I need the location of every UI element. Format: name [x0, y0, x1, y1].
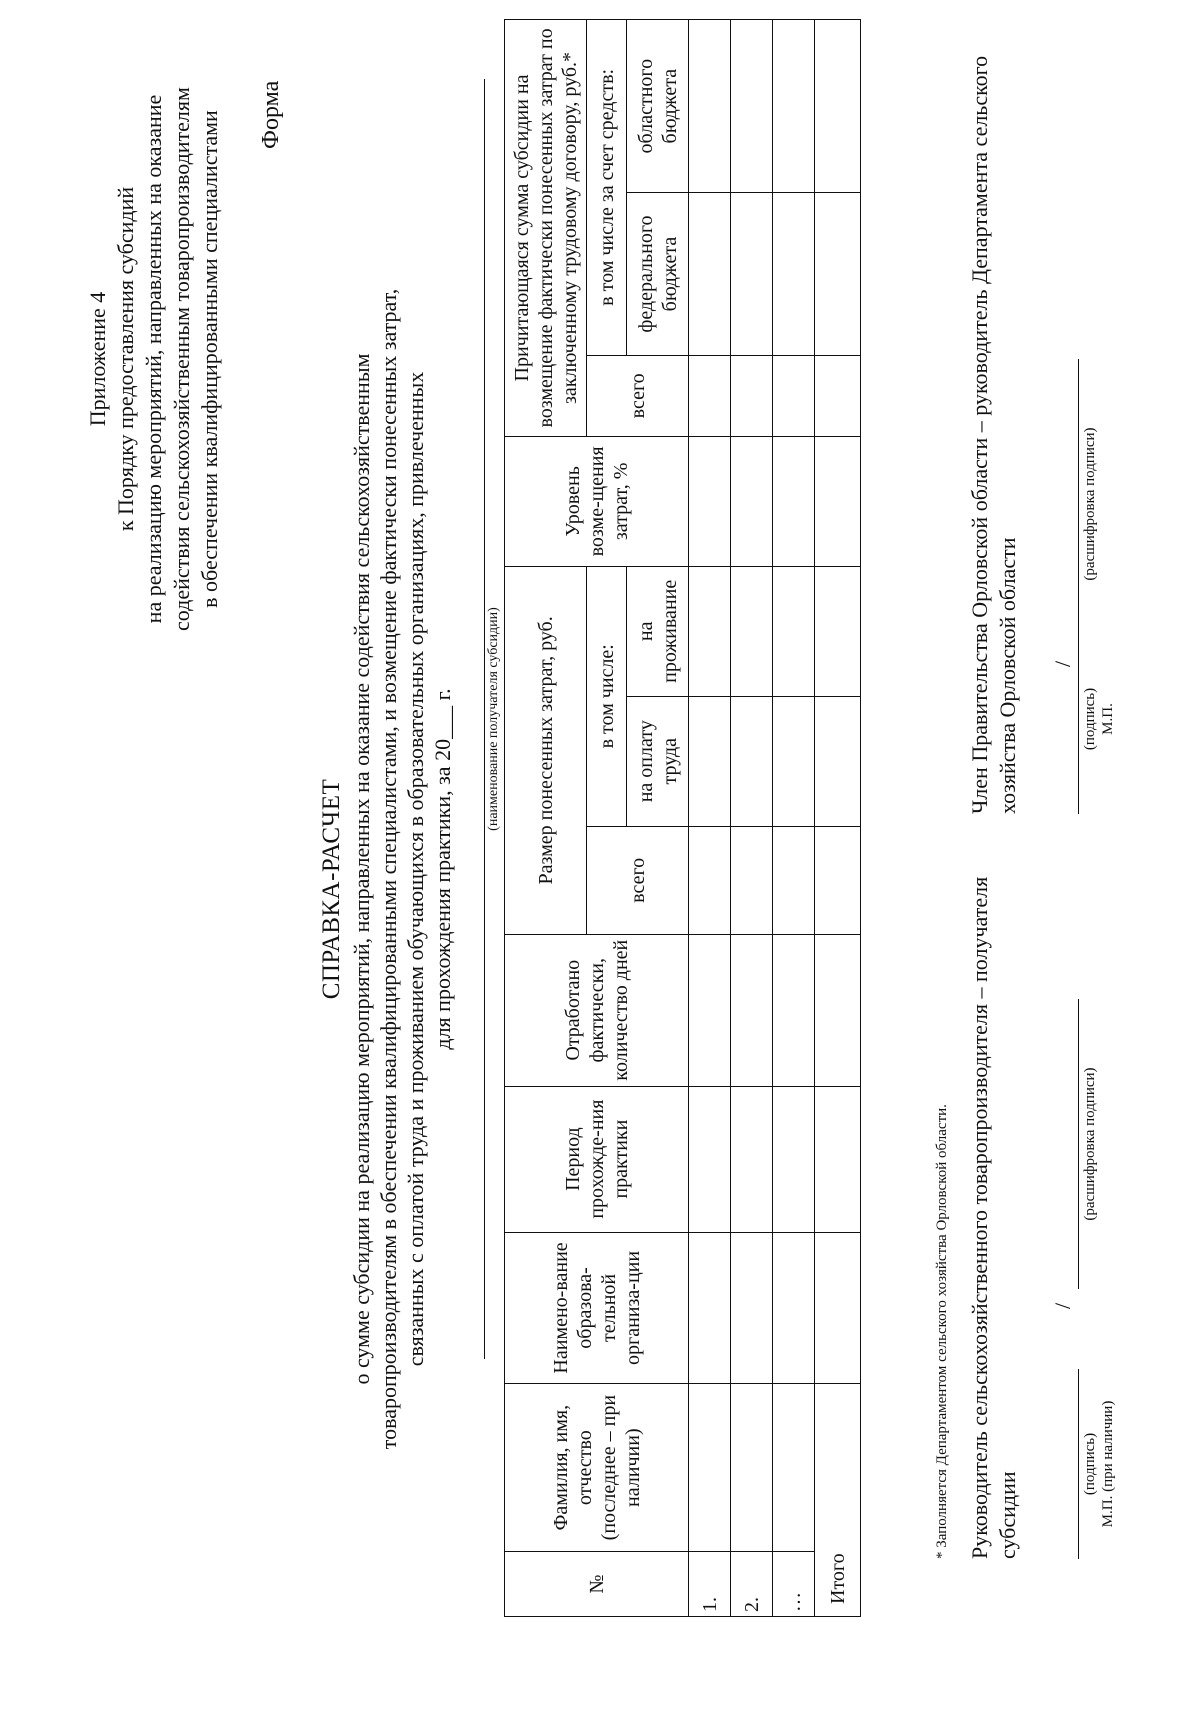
left-stamp-caption: М.П. (при наличии) — [1100, 1400, 1116, 1528]
cell[interactable] — [815, 355, 861, 436]
appendix-line: в обеспечении квалифицированными специалистами — [197, 110, 222, 608]
right-signature-line[interactable] — [1078, 624, 1079, 814]
cell[interactable] — [731, 566, 773, 696]
cell[interactable] — [731, 1232, 773, 1384]
cell[interactable] — [773, 1232, 815, 1384]
cell[interactable] — [689, 934, 731, 1086]
right-signatory-title: Член Правительства Орловской области – руководитель Департамента сельского хозяйства Орловской области — [967, 55, 1020, 814]
header-subsidy-total: всего — [587, 355, 689, 436]
cell[interactable] — [731, 1086, 773, 1232]
cell[interactable] — [731, 934, 773, 1086]
left-signature-separator: / — [1050, 1302, 1075, 1309]
cell[interactable] — [773, 566, 815, 696]
header-subsidy-federal: федерального бюджета — [627, 193, 689, 355]
row-number: 1. — [689, 1552, 731, 1617]
cell[interactable] — [689, 1232, 731, 1384]
appendix-line: к Порядку предоставления субсидий — [113, 186, 138, 532]
cell[interactable] — [773, 1384, 815, 1552]
appendix-line: Приложение 4 — [85, 291, 110, 427]
cell[interactable] — [731, 355, 773, 436]
subtitle-line: о сумме субсидии на реализацию мероприятий, направленных на оказание содействия сельскохозяйственным — [349, 353, 374, 1385]
header-organization: Наимено-вание образова-тельной организа-ции — [505, 1232, 689, 1384]
calculation-table — [504, 19, 861, 1617]
cell[interactable] — [773, 20, 815, 193]
cell[interactable] — [689, 1384, 731, 1552]
cell[interactable] — [773, 1086, 815, 1232]
cell[interactable] — [689, 436, 731, 566]
cell[interactable] — [773, 934, 815, 1086]
cell[interactable] — [773, 355, 815, 436]
cell[interactable] — [815, 696, 861, 826]
right-signature-separator: / — [1050, 660, 1075, 667]
cell[interactable] — [815, 20, 861, 193]
cell[interactable] — [815, 566, 861, 696]
header-costs-housing: на проживание — [627, 566, 689, 696]
header-full-name: Фамилия, имя, отчество (последнее – при наличии) — [505, 1384, 689, 1552]
cell[interactable] — [773, 436, 815, 566]
header-costs-including: в том числе: — [587, 566, 627, 826]
cell[interactable] — [815, 1232, 861, 1384]
cell[interactable] — [689, 696, 731, 826]
cell[interactable] — [815, 193, 861, 355]
right-signature-caption: (подпись) — [1082, 687, 1098, 751]
header-practice-period: Период прохожде-ния практики — [505, 1086, 689, 1232]
cell[interactable] — [815, 934, 861, 1086]
footnote: * Заполняется Департаментом сельского хозяйства Орловской области. — [934, 1104, 950, 1559]
cell[interactable] — [689, 20, 731, 193]
total-label: Итого — [815, 1384, 861, 1617]
header-costs-pay: на оплату труда — [627, 696, 689, 826]
cell[interactable] — [689, 826, 731, 934]
cell[interactable] — [773, 826, 815, 934]
total-row — [815, 20, 861, 1617]
recipient-caption: (наименование получателя субсидии) — [486, 607, 501, 831]
header-costs: Размер понесенных затрат, руб. — [505, 566, 587, 934]
cell[interactable] — [731, 20, 773, 193]
recipient-name-line[interactable] — [484, 79, 485, 1359]
left-signature-caption: (подпись) — [1082, 1432, 1098, 1496]
row-number: … — [773, 1552, 815, 1617]
header-subsidy: Причитающаяся сумма субсидии на возмещение фактически понесенных затрат по заключенному трудовому договору, руб.* — [505, 20, 587, 437]
cell[interactable] — [689, 566, 731, 696]
cell[interactable] — [773, 193, 815, 355]
document-subtitle — [348, 169, 456, 1569]
header-days-worked: Отработано фактически, количество дней — [505, 934, 689, 1086]
left-signature-line[interactable] — [1078, 1369, 1079, 1559]
left-decode-caption: (расшифровка подписи) — [1082, 1067, 1098, 1221]
right-decode-caption: (расшифровка подписи) — [1082, 427, 1098, 581]
header-costs-total: всего — [587, 826, 689, 934]
table-row — [689, 20, 731, 1617]
row-number: 2. — [731, 1552, 773, 1617]
left-signatory-title: Руководитель сельскохозяйственного товаропроизводителя – получателя субсидии — [967, 876, 1020, 1559]
appendix-line: на реализацию мероприятий, направленных на оказание — [141, 94, 166, 624]
right-decode-line[interactable] — [1078, 359, 1079, 649]
right-stamp-caption: М.П. — [1100, 703, 1116, 735]
document-title: СПРАВКА-РАСЧЕТ — [318, 778, 345, 1000]
cell[interactable] — [815, 436, 861, 566]
subtitle-line: товаропроизводителям в обеспечении квалифицированными специалистами, и возмещение фактически понесенных затрат, — [376, 288, 401, 1450]
cell[interactable] — [731, 1384, 773, 1552]
cell[interactable] — [731, 696, 773, 826]
header-number: № — [505, 1552, 689, 1617]
cell[interactable] — [689, 1086, 731, 1232]
cell[interactable] — [773, 696, 815, 826]
cell[interactable] — [731, 193, 773, 355]
subtitle-line: для прохождения практики, за 20___ г. — [430, 688, 455, 1050]
cell[interactable] — [731, 436, 773, 566]
table-row — [731, 20, 773, 1617]
form-label: Форма — [258, 80, 284, 149]
appendix-header — [84, 39, 224, 679]
cell[interactable] — [731, 826, 773, 934]
cell[interactable] — [815, 826, 861, 934]
subtitle-line: связанных с оплатой труда и проживанием обучающихся в образовательных организациях, привлеченных — [403, 371, 428, 1367]
table-row — [773, 20, 815, 1617]
header-subsidy-including: в том числе за счет средств: — [587, 20, 627, 356]
header-reimbursement-level: Уровень возме-щения затрат, % — [505, 436, 689, 566]
cell[interactable] — [689, 193, 731, 355]
cell[interactable] — [815, 1086, 861, 1232]
header-subsidy-regional: областного бюджета — [627, 20, 689, 193]
appendix-line: содействия сельскохозяйственным товаропроизводителям — [169, 87, 194, 631]
left-decode-line[interactable] — [1078, 999, 1079, 1289]
cell[interactable] — [689, 355, 731, 436]
